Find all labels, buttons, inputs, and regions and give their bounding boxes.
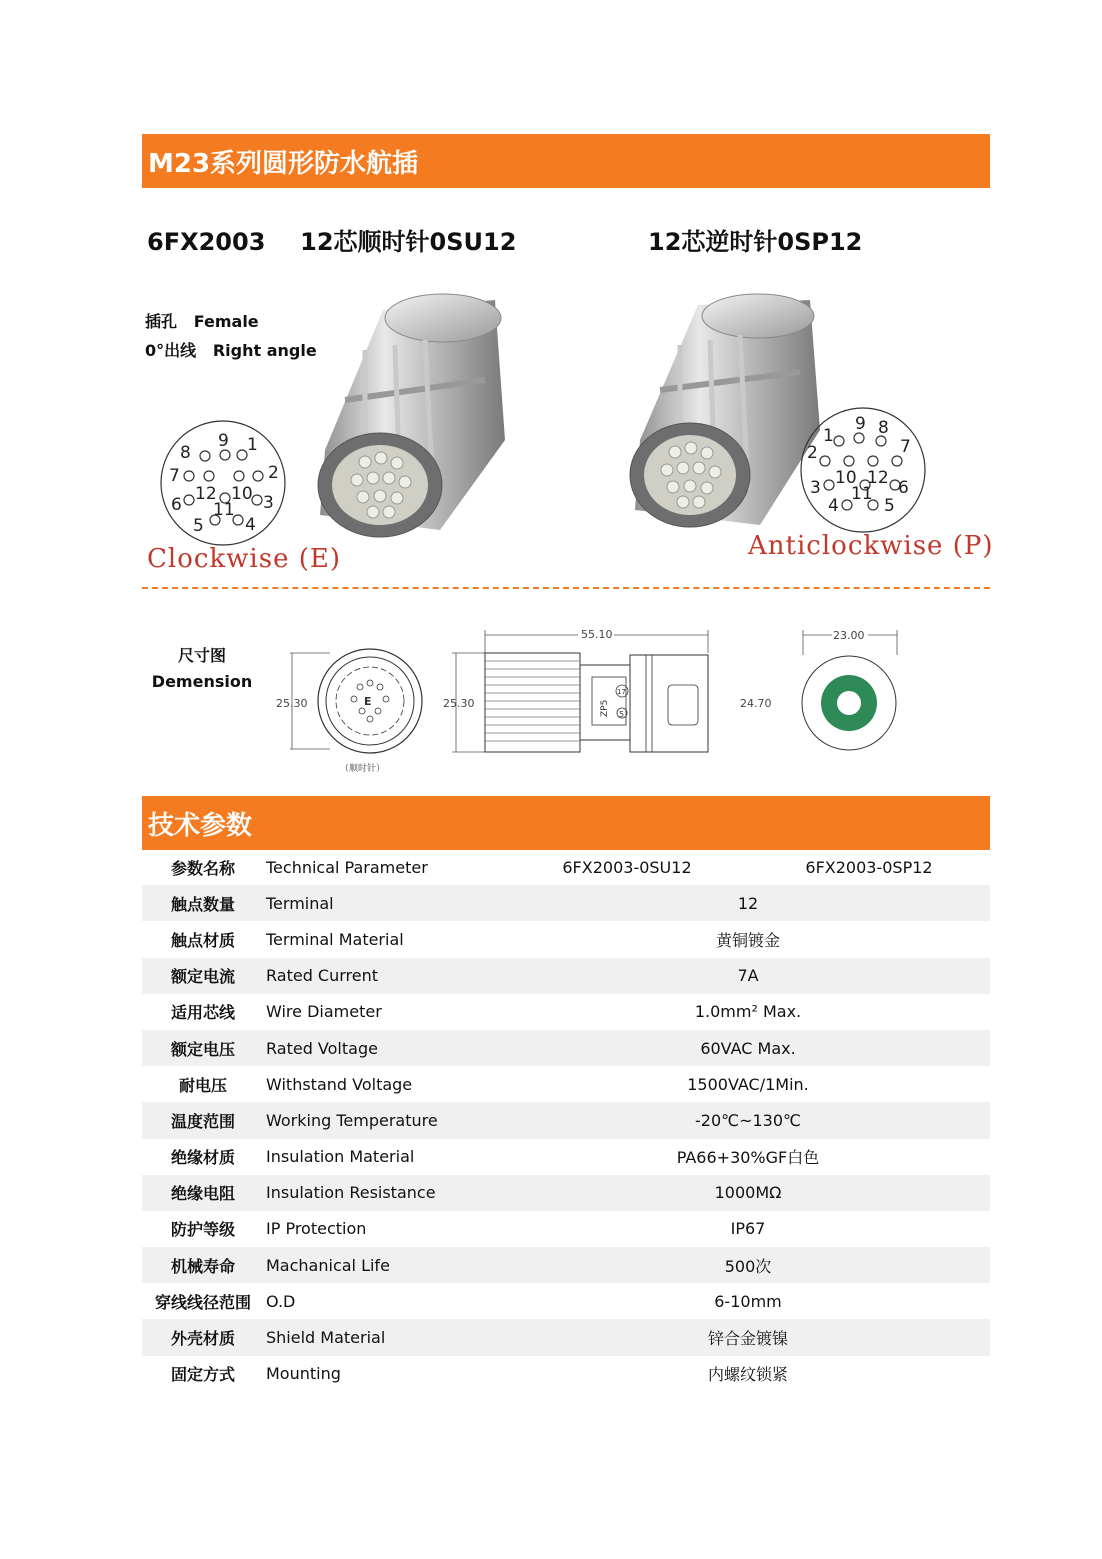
table-row xyxy=(142,885,990,921)
spec-en: Rated Voltage xyxy=(264,1030,506,1066)
side-height-right-label: 24.70 xyxy=(740,697,772,710)
side-length-label: 55.10 xyxy=(581,628,613,641)
spec-value: -20℃~130℃ xyxy=(506,1102,990,1138)
spec-en: Rated Current xyxy=(264,958,506,994)
header-model-2: 6FX2003-0SP12 xyxy=(805,857,933,877)
spec-table xyxy=(142,849,990,1392)
pin-11: 11 xyxy=(213,500,235,520)
spec-en: Terminal xyxy=(264,885,506,921)
spec-value: 锌合金镀镍 xyxy=(506,1319,990,1355)
title-banner xyxy=(142,134,990,188)
table-row xyxy=(142,1030,990,1066)
spec-en: Shield Material xyxy=(264,1319,506,1355)
marker-5: 5 xyxy=(619,710,625,719)
spec-cn: 触点数量 xyxy=(142,885,264,921)
pin-4: 4 xyxy=(828,496,839,516)
pin-1: 1 xyxy=(823,426,834,446)
table-row xyxy=(142,994,990,1030)
anticlockwise-pin-diagram xyxy=(795,405,935,535)
dimension-title-en: Demension xyxy=(151,672,253,691)
spec-cn: 额定电压 xyxy=(142,1030,264,1066)
spec-en: Working Temperature xyxy=(264,1102,506,1138)
pin-12: 12 xyxy=(195,484,217,504)
spec-en: Insulation Material xyxy=(266,1147,415,1167)
pin-8: 8 xyxy=(180,443,191,463)
pin-7: 7 xyxy=(169,466,180,486)
clockwise-pin-diagram xyxy=(155,418,295,548)
pin-3: 3 xyxy=(263,493,274,513)
spec-en: IP Protection xyxy=(266,1219,367,1239)
pin-6: 6 xyxy=(898,478,909,498)
pin-9: 9 xyxy=(218,431,229,451)
pin-5: 5 xyxy=(193,516,204,536)
table-row xyxy=(142,1283,990,1319)
spec-value: PA66+30%GF白色 xyxy=(676,1148,820,1168)
pin-3: 3 xyxy=(810,478,821,498)
side-view-drawing xyxy=(440,625,790,755)
spec-en: O.D xyxy=(266,1291,296,1311)
pin-10: 10 xyxy=(835,468,857,488)
female-label: 插孔 Female xyxy=(145,312,259,331)
marker-17: 17 xyxy=(617,688,626,696)
pin-10: 10 xyxy=(231,484,253,504)
spec-en: Mounting xyxy=(266,1364,341,1384)
spec-cn: 绝缘电阻 xyxy=(142,1175,264,1211)
table-row xyxy=(142,1139,990,1175)
pin-8: 8 xyxy=(878,418,889,438)
pin-9: 9 xyxy=(855,414,866,434)
rear-width-label: 23.00 xyxy=(833,629,865,642)
spec-en: Insulation Resistance xyxy=(264,1175,506,1211)
spec-cn: 温度范围 xyxy=(142,1102,264,1138)
spec-cn: 绝缘材质 xyxy=(170,1148,235,1168)
table-row xyxy=(142,921,990,957)
side-height-label: 25.30 xyxy=(443,697,475,710)
pin-11: 11 xyxy=(851,484,873,504)
spec-en: Terminal Material xyxy=(266,929,404,949)
clockwise-label: Clockwise (E) xyxy=(147,544,342,574)
spec-cn: 耐电压 xyxy=(178,1075,227,1095)
table-row xyxy=(142,1211,990,1247)
banner-title: M23系列圆形防水航插 xyxy=(148,148,419,179)
spec-value: 7A xyxy=(506,958,990,994)
table-row xyxy=(142,1356,990,1392)
spec-header-row xyxy=(142,849,990,885)
spec-cn: 触点材质 xyxy=(170,930,235,950)
spec-value: 500次 xyxy=(506,1247,990,1283)
marker-zp: ZP5 xyxy=(600,699,610,717)
spec-en: Withstand Voltage xyxy=(266,1074,413,1094)
pin-5: 5 xyxy=(884,496,895,516)
spec-value: 1500VAC/1Min. xyxy=(687,1074,809,1094)
front-caption: （顺时针） xyxy=(340,764,386,774)
spec-en: Wire Diameter xyxy=(266,1002,382,1022)
spec-cn: 机械寿命 xyxy=(142,1247,264,1283)
spec-cn: 外壳材质 xyxy=(142,1319,264,1355)
dimension-title xyxy=(142,643,262,695)
pin-1: 1 xyxy=(247,435,258,455)
header-en: Technical Parameter xyxy=(266,857,428,877)
spec-value: 黄铜镀金 xyxy=(715,930,780,950)
front-view-drawing xyxy=(270,645,450,775)
rear-view-drawing xyxy=(795,625,905,755)
header-cn: 参数名称 xyxy=(170,858,235,878)
table-row xyxy=(142,958,990,994)
spec-value: 12 xyxy=(506,885,990,921)
spec-banner xyxy=(142,796,990,850)
clockwise-model-desc: 12芯顺时针0SU12 xyxy=(300,228,517,256)
anticlockwise-model-desc: 12芯逆时针0SP12 xyxy=(648,228,863,256)
pin-2: 2 xyxy=(268,463,279,483)
table-row xyxy=(142,1102,990,1138)
angle-label: 0°出线 Right angle xyxy=(145,341,317,360)
table-row xyxy=(142,1066,990,1102)
model-number: 6FX2003 xyxy=(147,228,266,256)
svg-text:E: E xyxy=(364,695,372,708)
spec-cn: 防护等级 xyxy=(170,1220,235,1240)
header-model-1: 6FX2003-0SU12 xyxy=(562,857,692,877)
pin-12: 12 xyxy=(867,468,889,488)
anticlockwise-label: Anticlockwise (P) xyxy=(748,531,994,561)
pin-7: 7 xyxy=(900,437,911,457)
spec-cn: 固定方式 xyxy=(170,1365,235,1385)
pin-6: 6 xyxy=(171,495,182,515)
table-row xyxy=(142,1319,990,1355)
spec-value: IP67 xyxy=(730,1219,766,1239)
spec-value: 6-10mm xyxy=(714,1291,782,1311)
subtitle-left xyxy=(147,222,516,257)
spec-title: 技术参数 xyxy=(148,810,253,841)
pin-4: 4 xyxy=(245,515,256,535)
section-divider xyxy=(142,587,990,589)
connector-photo-clockwise xyxy=(305,290,520,545)
spec-value: 1000MΩ xyxy=(506,1175,990,1211)
spec-cn: 适用芯线 xyxy=(170,1003,235,1023)
spec-en: Machanical Life xyxy=(264,1247,506,1283)
table-row xyxy=(142,1175,990,1211)
table-row xyxy=(142,1247,990,1283)
front-height-label: 25.30 xyxy=(276,697,308,710)
spec-cn: 穿线线径范围 xyxy=(154,1292,251,1312)
pin-2: 2 xyxy=(807,443,818,463)
spec-cn: 额定电流 xyxy=(142,958,264,994)
spec-value: 1.0mm² Max. xyxy=(694,1002,802,1022)
spec-value: 60VAC Max. xyxy=(506,1030,990,1066)
dimension-title-cn: 尺寸图 xyxy=(177,646,226,665)
subtitle-right xyxy=(648,222,862,257)
spec-value: 内螺纹锁紧 xyxy=(707,1365,788,1385)
